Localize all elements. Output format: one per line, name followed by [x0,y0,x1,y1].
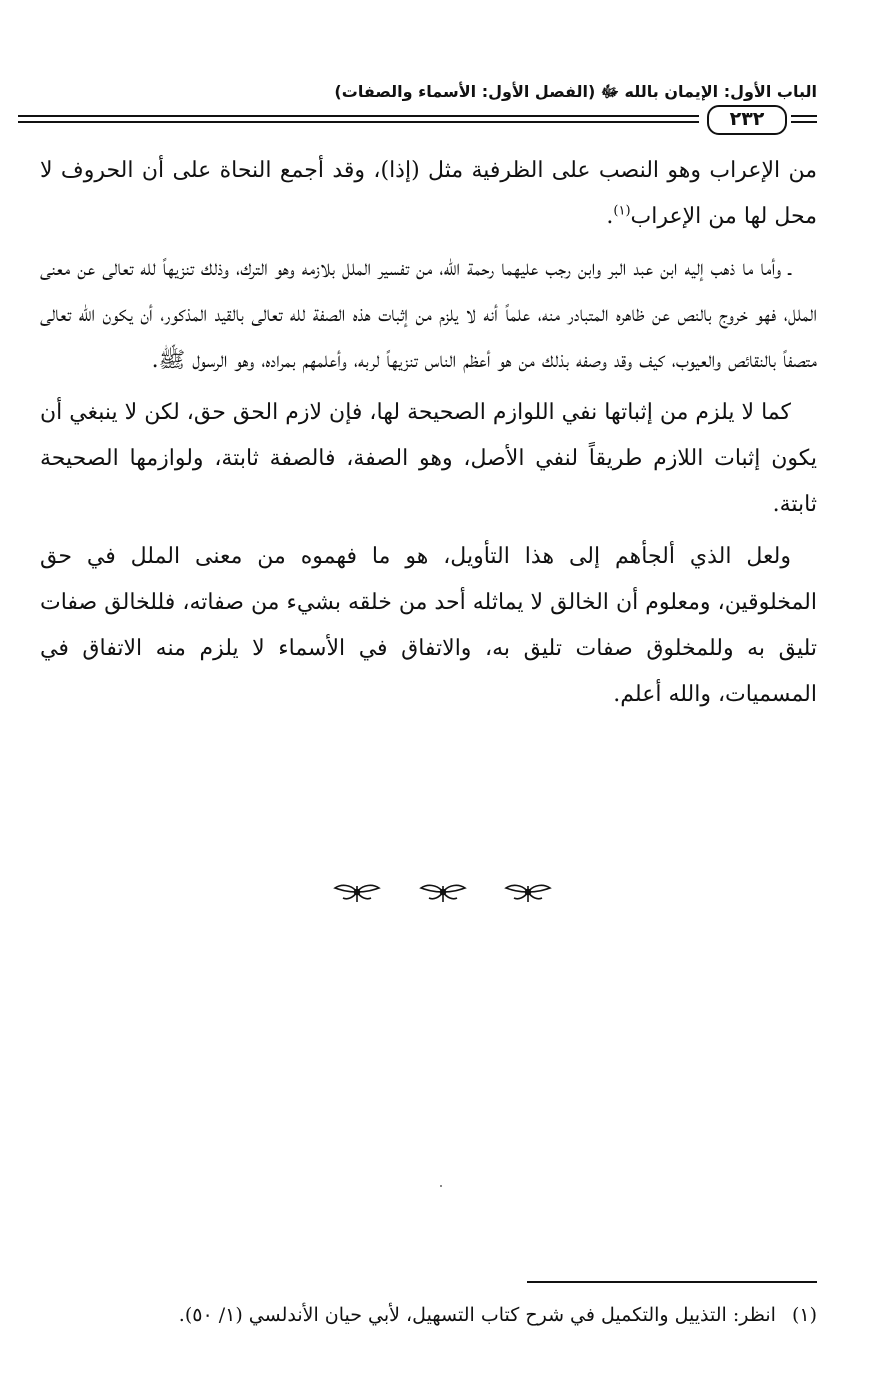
paragraph: ـ وأما ما ذهب إليه ابن عبد البر وابن رجب عليهما رحمة الله، من تفسير الملل بلازمه وهو الترك، وذلك تنزيهاً لله تعالى عن معنى الملل، فهو خروج بالنص عن ظاهره المتبادر منه، علماً أنه لا يلزم من إثبات هذه الصفة لله تعالى بالقيد المذكور، أن يكون الله تعالى متصفاً بالنقائص والعيوب، كيف وقد وصفه بذلك من هو أعظم الناس تنزيهاً لربه، وأعلمهم بمراده، وهو الرسول ﷺ. [40,256,817,373]
paragraph-text: من الإعراب وهو النصب على الظرفية مثل (إذا)، وقد أجمع النحاة على أن الحروف لا محل لها من الإعراب [40,158,817,229]
print-speck [440,1185,442,1187]
floral-fleuron-icon [417,880,469,904]
footnote-separator [527,1281,817,1283]
page-number: ٢٣٢ [707,105,787,135]
paragraph: كما لا يلزم من إثباتها نفي اللوازم الصحيحة لها، فإن لازم الحق حق، لكن لا ينبغي أن يكون إثبات اللازم طريقاً لنفي الأصل، وهو الصفة، فالصفة ثابتة، ولوازمها الصحيحة ثابتة. [40,400,817,517]
paragraph-end: . [606,204,614,229]
footnote-text: انظر: التذييل والتكميل في شرح كتاب التسهيل، لأبي حيان الأندلسي (١/ ٥٠). [178,1304,776,1326]
footnote [40,1298,817,1332]
paragraph [40,148,817,240]
header-rule-line [791,115,817,117]
footnote-number: (١) [791,1304,817,1326]
header-rule-line [18,115,699,117]
header-rule-line [791,121,817,123]
header-rule [18,105,817,139]
header-rule-line [18,121,699,123]
footnote-reference[interactable]: (١) [613,203,631,219]
floral-fleuron-icon [502,880,554,904]
floral-fleuron-icon [331,880,383,904]
running-header: الباب الأول: الإيمان بالله ﷻ (الفصل الأول: الأسماء والصفات) [334,82,817,101]
section-ornaments [0,880,885,904]
paragraph: ولعل الذي ألجأهم إلى هذا التأويل، هو ما فهموه من معنى الملل في حق المخلوقين، ومعلوم أن الخالق لا يماثله أحد من خلقه بشيء من صفاته، فللخالق صفات تليق به وللمخلوق صفات تليق به، والاتفاق في الأسماء لا يلزم منه الاتفاق في المسميات، والله أعلم. [40,544,817,707]
main-text [40,148,817,724]
